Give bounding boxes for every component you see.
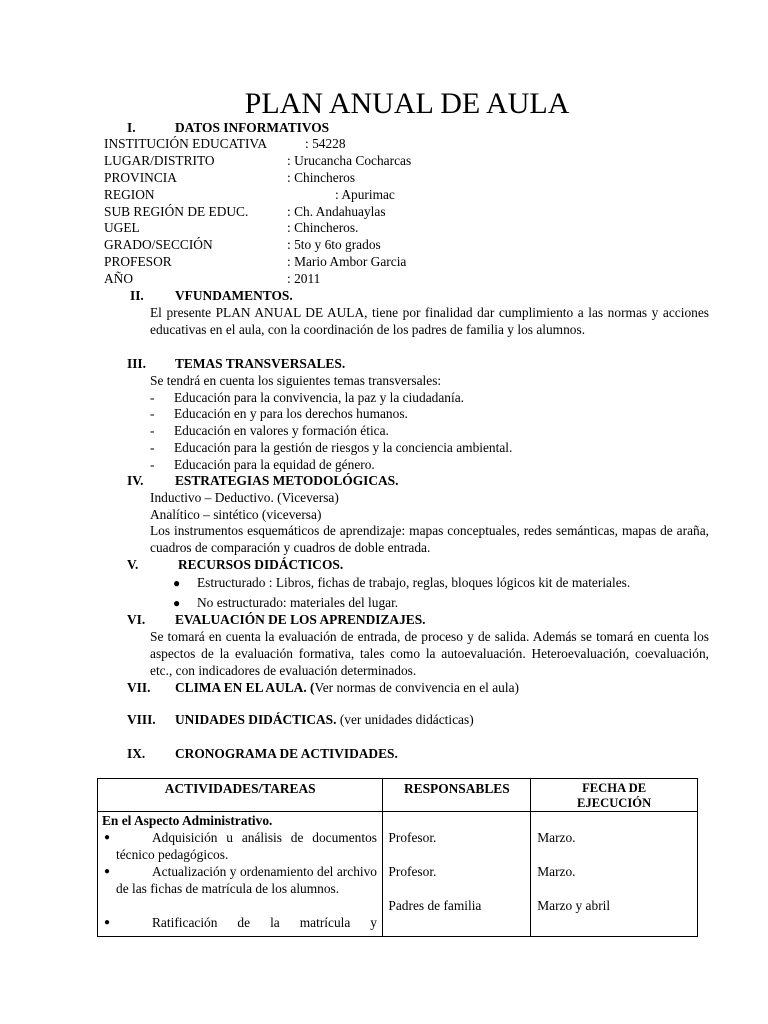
section-number: III.	[127, 356, 146, 371]
clima-title: CLIMA EN EL AULA. (	[175, 680, 315, 695]
datos-label: GRADO/SECCIÓN	[104, 237, 213, 252]
bullet-dot-icon: ●	[173, 576, 181, 590]
activities-cell	[98, 812, 383, 937]
list-item: Educación en valores y formación ética.	[174, 423, 389, 438]
datos-value: : Ch. Andahuaylas	[287, 204, 386, 219]
datos-label: INSTITUCIÓN EDUCATIVA	[104, 136, 268, 151]
datos-label: PROVINCIA	[104, 170, 177, 185]
section-title-temas: TEMAS TRANSVERSALES.	[175, 356, 346, 371]
clima-note: Ver normas de convivencia en el aula)	[314, 680, 520, 695]
dash-bullet-icon: -	[150, 423, 155, 438]
responsable: Profesor.	[388, 864, 437, 879]
section-title-recursos: RECURSOS DIDÁCTICOS.	[178, 557, 344, 572]
dash-bullet-icon: -	[150, 440, 155, 455]
list-item: Educación para la gestión de riesgos y la conciencia ambiental.	[174, 440, 513, 455]
responsable: Padres de familia	[388, 898, 482, 913]
fecha: Marzo.	[537, 830, 576, 845]
datos-value: : Apurimac	[335, 187, 395, 202]
section-number: IV.	[127, 473, 144, 488]
section-title-clima	[175, 680, 519, 697]
dash-bullet-icon: -	[150, 406, 155, 421]
datos-value: : Chincheros	[287, 170, 356, 185]
list-item: Educación para la equidad de género.	[174, 457, 375, 472]
section-title-unidades	[175, 712, 474, 729]
unidades-title: UNIDADES DIDÁCTICAS.	[175, 712, 337, 727]
datos-label: REGION	[104, 187, 155, 202]
bullet-dot-icon: ●	[104, 832, 111, 843]
table-row	[98, 812, 698, 937]
estrategia-line: Inductivo – Deductivo. (Viceversa)	[150, 490, 339, 505]
recurso-item: No estructurado: materiales del lugar.	[197, 595, 399, 610]
activity-item: Actualización y ordenamiento del archivo de las fichas de matrícula de los alumnos.	[116, 864, 377, 896]
estrategia-paragraph: Los instrumentos esquemáticos de aprendizaje: mapas conceptuales, redes semánticas, mapas de araña, cuadros de comparación y cuadros de doble entrada.	[150, 523, 709, 555]
datos-value: : Chincheros.	[287, 220, 359, 235]
datos-value: : 5to y 6to grados	[287, 237, 381, 252]
fecha: Marzo y abril	[537, 898, 611, 913]
recurso-item: Estructurado : Libros, fichas de trabajo, reglas, bloques lógicos kit de materiales.	[197, 575, 631, 590]
unidades-note: (ver unidades didácticas)	[339, 712, 474, 727]
section-number: VIII.	[127, 712, 156, 727]
fecha: Marzo.	[537, 864, 576, 879]
section-number: IX.	[127, 746, 146, 761]
activity-item: Adquisición u análisis de documentos técnico pedagógicos.	[116, 830, 377, 862]
bullet-dot-icon: ●	[104, 866, 111, 877]
section-title-cronograma: CRONOGRAMA DE ACTIVIDADES.	[175, 746, 398, 761]
section-title-estrategias: ESTRATEGIAS METODOLÓGICAS.	[175, 473, 399, 488]
bullet-dot-icon: ●	[104, 917, 111, 928]
list-item: Educación en y para los derechos humanos.	[174, 406, 408, 421]
datos-label: PROFESOR	[104, 254, 172, 269]
datos-value: : 2011	[287, 271, 321, 286]
group-title: En el Aspecto Administrativo.	[102, 813, 273, 828]
section-number: VI.	[127, 612, 146, 627]
section-title-datos: DATOS INFORMATIVOS	[175, 120, 330, 135]
section-number: V.	[127, 557, 139, 572]
datos-label: AÑO	[104, 271, 134, 286]
column-header: ACTIVIDADES/TAREAS	[98, 779, 383, 812]
evaluacion-paragraph: Se tomará en cuenta la evaluación de entrada, de proceso y de salida. Además se tomará en cuenta los aspectos de la evaluación formativa, tales como la autoevaluación. Heteroevaluación, coevaluación, etc., con indicadores de evaluación determinados.	[150, 629, 709, 678]
section-number: VII.	[127, 680, 151, 695]
datos-value: : Mario Ambor Garcia	[287, 254, 407, 269]
datos-label: LUGAR/DISTRITO	[104, 153, 215, 168]
fechas-cell	[531, 812, 698, 937]
column-header: RESPONSABLES	[383, 779, 531, 812]
responsable: Profesor.	[388, 830, 437, 845]
bullet-dot-icon: ●	[173, 596, 181, 610]
datos-value: : 54228	[305, 136, 346, 151]
dash-bullet-icon: -	[150, 457, 155, 472]
section-number: I.	[127, 120, 136, 135]
column-header: FECHA DE EJECUCIÓN	[531, 779, 698, 812]
cronograma-table	[97, 778, 698, 937]
section-number: II.	[130, 288, 144, 303]
temas-intro: Se tendrá en cuenta los siguientes temas transversales:	[150, 373, 442, 388]
activity-item: Ratificación de la matrícula y	[152, 915, 377, 930]
datos-value: : Urucancha Cocharcas	[287, 153, 412, 168]
dash-bullet-icon: -	[150, 390, 155, 405]
list-item: Educación para la convivencia, la paz y la ciudadanía.	[174, 390, 464, 405]
section-title-evaluacion: EVALUACIÓN DE LOS APRENDIZAJES.	[175, 612, 426, 627]
section-title-fundamentos: VFUNDAMENTOS.	[175, 288, 293, 303]
estrategia-line: Analítico – sintético (viceversa)	[150, 507, 322, 522]
page-title: PLAN ANUAL DE AULA	[244, 87, 570, 120]
datos-label: SUB REGIÓN DE EDUC.	[104, 204, 249, 219]
table-header-row	[98, 779, 698, 812]
fundamentos-paragraph: El presente PLAN ANUAL DE AULA, tiene por finalidad dar cumplimiento a las normas y acciones educativas en el aula, con la coordinación de los padres de familia y los alumnos.	[150, 305, 709, 337]
datos-label: UGEL	[104, 220, 140, 235]
responsables-cell	[383, 812, 531, 937]
